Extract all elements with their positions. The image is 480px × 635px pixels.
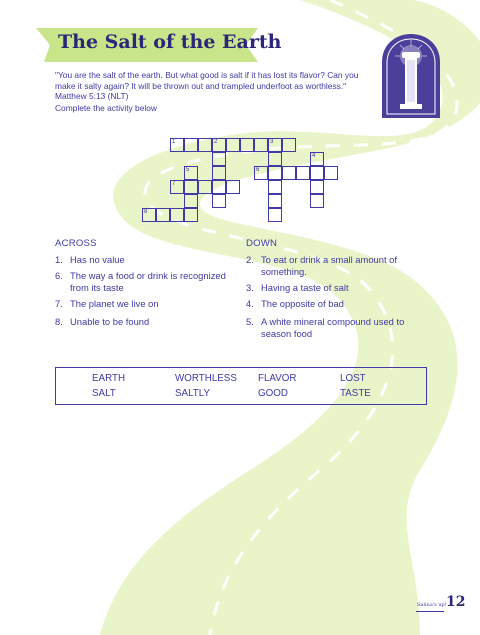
crossword-cell[interactable] — [310, 152, 324, 166]
crossword-cell[interactable] — [170, 208, 184, 222]
crossword-cell[interactable] — [268, 152, 282, 166]
crossword-cell[interactable] — [142, 208, 156, 222]
clue-text: The opposite of bad — [261, 298, 344, 309]
crossword-cell[interactable] — [184, 138, 198, 152]
word-bank-word: TASTE — [340, 388, 371, 399]
crossword-cell[interactable] — [268, 194, 282, 208]
clue-num: 3. — [246, 282, 254, 293]
clue-num: 8. — [55, 316, 63, 327]
across-clue — [55, 316, 235, 328]
crossword-cell[interactable] — [268, 180, 282, 194]
down-clue — [246, 254, 426, 278]
down-clue — [246, 282, 426, 294]
crossword-cell[interactable] — [184, 208, 198, 222]
crossword-cell[interactable] — [268, 138, 282, 152]
page-title: The Salt of the Earth — [58, 31, 282, 53]
crossword-cell[interactable] — [226, 138, 240, 152]
word-bank-word: SALTLY — [175, 388, 211, 399]
word-bank-word: WORTHLESS — [175, 373, 237, 384]
across-clue — [55, 270, 235, 294]
crossword-cell[interactable] — [184, 194, 198, 208]
verse-reference: Matthew 5:13 (NLT) — [55, 91, 129, 102]
word-bank-word: EARTH — [92, 373, 126, 384]
clue-text: The planet we live on — [70, 298, 159, 309]
crossword-cell[interactable] — [212, 180, 226, 194]
clue-number: 3 — [270, 139, 274, 145]
crossword-cell[interactable] — [198, 138, 212, 152]
clue-num: 7. — [55, 298, 63, 309]
crossword-cell[interactable] — [254, 166, 268, 180]
salt-shaker-emblem-icon — [378, 32, 444, 118]
clue-text: Having a taste of salt — [261, 282, 349, 293]
word-bank-word: FLAVOR — [258, 373, 297, 384]
clue-num: 1. — [55, 254, 63, 265]
crossword-cell[interactable] — [310, 166, 324, 180]
clue-text: Unable to be found — [70, 316, 150, 327]
crossword-cell[interactable] — [184, 166, 198, 180]
page-number: 12 — [446, 594, 466, 610]
word-bank-word: LOST — [340, 373, 366, 384]
crossword-cell[interactable] — [170, 138, 184, 152]
scripture-quote — [55, 70, 375, 102]
crossword-cell[interactable] — [296, 166, 310, 180]
footer-brand: Salina's up! — [417, 602, 447, 608]
clue-num: 2. — [246, 254, 254, 265]
crossword-cell[interactable] — [226, 180, 240, 194]
crossword-cell[interactable] — [170, 180, 184, 194]
crossword-cell[interactable] — [282, 138, 296, 152]
clue-num: 4. — [246, 298, 254, 309]
down-heading: DOWN — [246, 238, 278, 249]
crossword-cell[interactable] — [282, 166, 296, 180]
word-bank-word: GOOD — [258, 388, 288, 399]
across-clue — [55, 254, 235, 266]
clue-number: 7 — [172, 181, 176, 187]
clue-text: Has no value — [70, 254, 125, 265]
clue-num: 6. — [55, 270, 63, 281]
crossword-cell[interactable] — [212, 194, 226, 208]
clue-number: 2 — [214, 139, 218, 145]
crossword-cell[interactable] — [310, 194, 324, 208]
verse-text: "You are the salt of the earth. But what good is salt if it has lost its flavor? Can you make it salty again? It will be thrown out and trampled underfoot as worthless." — [55, 70, 359, 91]
crossword-cell[interactable] — [212, 138, 226, 152]
crossword-cell[interactable] — [198, 180, 212, 194]
crossword-cell[interactable] — [156, 208, 170, 222]
clue-number: 6 — [256, 167, 260, 173]
crossword-cell[interactable] — [212, 166, 226, 180]
across-heading: ACROSS — [55, 238, 97, 249]
crossword-cell[interactable] — [310, 180, 324, 194]
clue-number: 8 — [144, 209, 148, 215]
crossword-cell[interactable] — [254, 138, 268, 152]
down-clue — [246, 316, 426, 340]
word-bank-word: SALT — [92, 388, 116, 399]
clue-number: 5 — [186, 167, 190, 173]
down-clue — [246, 298, 426, 310]
crossword-cell[interactable] — [324, 166, 338, 180]
crossword-cell[interactable] — [240, 138, 254, 152]
crossword-cell[interactable] — [212, 152, 226, 166]
clue-text: To eat or drink a small amount of something. — [261, 254, 397, 277]
across-clue — [55, 298, 235, 310]
clue-num: 5. — [246, 316, 254, 327]
clue-text: A white mineral compound used to season food — [261, 316, 405, 339]
crossword-cell[interactable] — [268, 208, 282, 222]
clue-text: The way a food or drink is recognized from its taste — [70, 270, 226, 293]
instruction-text: Complete the activity below — [55, 103, 157, 113]
crossword-cell[interactable] — [268, 166, 282, 180]
crossword-cell[interactable] — [184, 180, 198, 194]
footer-divider — [416, 611, 444, 612]
clue-number: 4 — [312, 153, 316, 159]
clue-number: 1 — [172, 139, 176, 145]
